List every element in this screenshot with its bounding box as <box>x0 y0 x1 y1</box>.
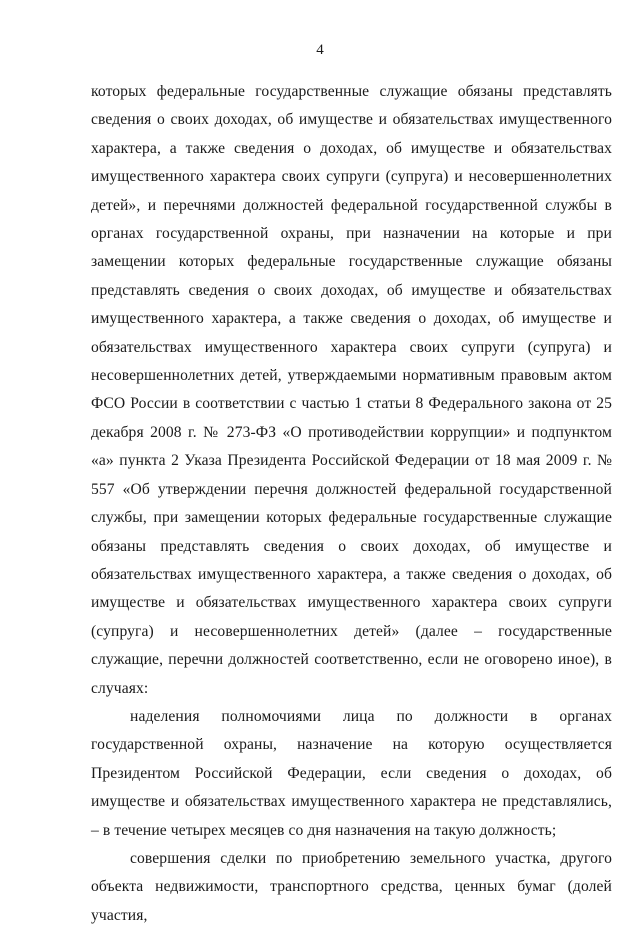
page-number: 4 <box>316 42 324 58</box>
paragraph-continuation: которых федеральные государственные служащие обязаны представлять сведения о своих доходах, об имуществе и обязательствах имущественного характера, а также сведения о доходах, об имуществе и обязательствах имущественного характера своих супруги (супруга) и несовершеннолетних детей», и перечнями должностей федеральной государственной службы в органах государственной охраны, при назначении на которые и при замещении которых федеральные государственные служащие обязаны представлять сведения о своих доходах, об имуществе и обязательствах имущественного характера, а также сведения о доходах, об имуществе и обязательствах имущественного характера своих супруги (супруга) и несовершеннолетних детей, утверждаемыми нормативным правовым актом ФСО России в соответствии с частью 1 статьи 8 Федерального закона от 25 декабря 2008 г. № 273-ФЗ «О противодействии коррупции» и подпунктом «а» пункта 2 Указа Президента Российской Федерации от 18 мая 2009 г. № 557 «Об утверждении перечня должностей федеральной государственной службы, при замещении которых федеральные государственные служащие обязаны представлять сведения о своих доходах, об имуществе и обязательствах имущественного характера, а также сведения о доходах, об имуществе и обязательствах имущественного характера своих супруги (супруга) и несовершеннолетних детей» (далее – государственные служащие, перечни должностей соответственно, если не оговорено иное), в случаях: <box>91 83 612 697</box>
paragraph-appointment-case: наделения полномочиями лица по должности в органах государственной охраны, назначение на которую осуществляется Президентом Российской Федерации, если сведения о доходах, об имуществе и обязательствах имущественного характера не представлялись, – в течение четырех месяцев со дня назначения на такую должность; <box>91 707 612 839</box>
paragraph-transaction-case: совершения сделки по приобретению земельного участка, другого объекта недвижимости, транспортного средства, ценных бумаг (долей участия, <box>91 849 612 924</box>
document-body <box>91 78 612 930</box>
